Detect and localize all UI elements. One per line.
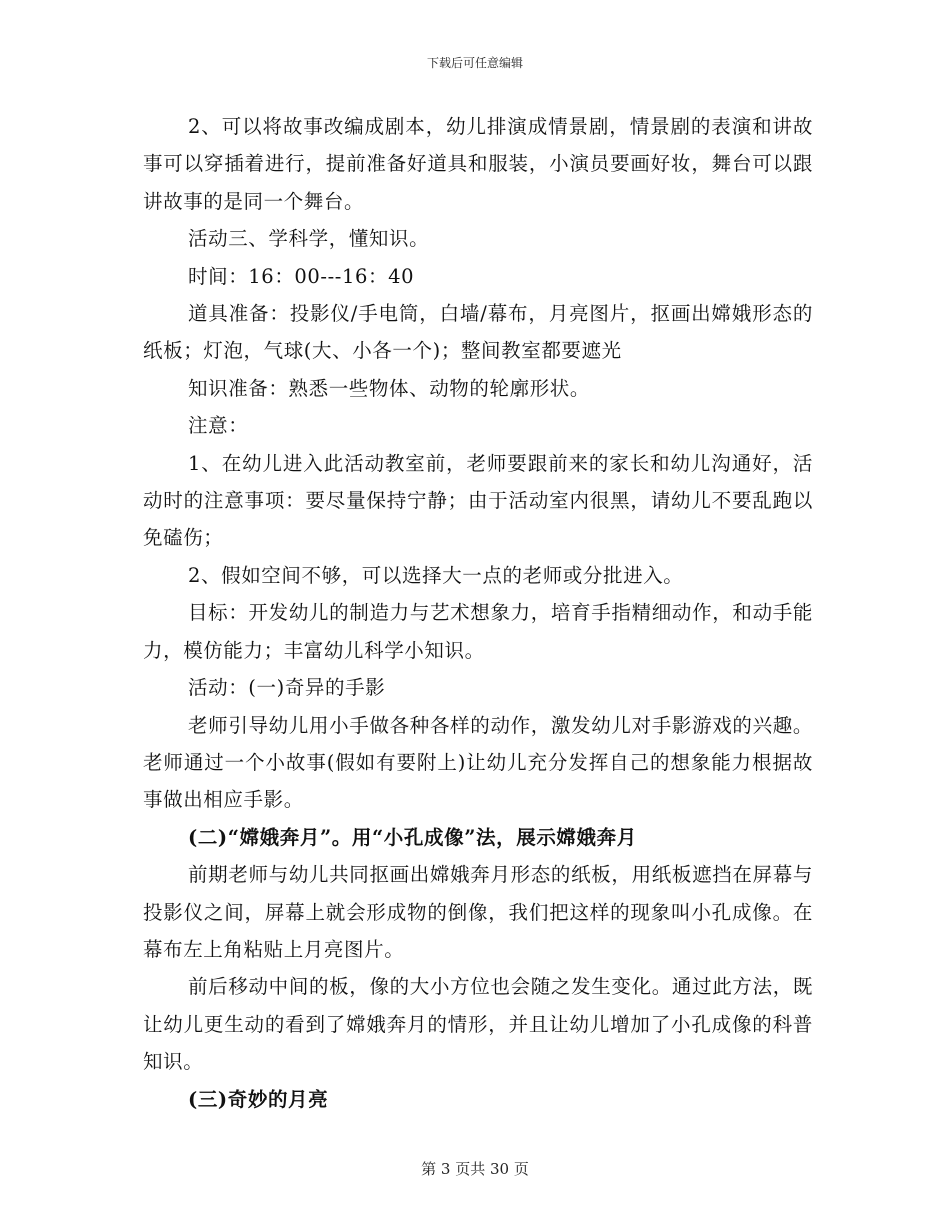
heading-wonderful-moon: (三)奇妙的月亮 bbox=[188, 1087, 329, 1111]
paragraph-pinhole-effect: 前后移动中间的板，像的大小方位也会随之发生变化。通过此方法，既让幼儿更生动的看到了嫦娥奔月的情形，并且让幼儿增加了小孔成像的科普知识。 bbox=[143, 975, 813, 1074]
page-footer: 第 3 页共 30 页 bbox=[421, 1160, 529, 1178]
paragraph-hand-shadow-desc: 老师引导幼儿用小手做各种各样的动作，激发幼儿对手影游戏的兴趣。老师通过一个小故事(假如有要附上)让幼儿充分发挥自己的想象能力根据故事做出相应手影。 bbox=[143, 713, 813, 812]
heading-change-flies-to-moon: (二)“嫦娥奔月”。用“小孔成像”法，展示嫦娥奔月 bbox=[188, 825, 637, 849]
paragraph-script-adaptation: 2、可以将故事改编成剧本，幼儿排演成情景剧，情景剧的表演和讲故事可以穿插着进行，提前准备好道具和服装，小演员要画好妆，舞台可以跟讲故事的是同一个舞台。 bbox=[143, 115, 813, 213]
paragraph-activity-three-title: 活动三、学科学，懂知识。 bbox=[188, 227, 430, 251]
page-header: 下载后可任意编辑 bbox=[426, 56, 523, 70]
paragraph-notice-one: 1、在幼儿进入此活动教室前，老师要跟前来的家长和幼儿沟通好，活动时的注意事项：要尽量保持宁静；由于活动室内很黑，请幼儿不要乱跑以免磕伤； bbox=[143, 451, 813, 550]
paragraph-goal: 目标：开发幼儿的制造力与艺术想象力，培育手指精细动作，和动手能力，模仿能力；丰富幼儿科学小知识。 bbox=[143, 601, 813, 662]
paragraph-props: 道具准备：投影仪/手电筒，白墙/幕布，月亮图片，抠画出嫦娥形态的纸板；灯泡，气球(大、小各一个)；整间教室都要遮光 bbox=[143, 302, 813, 363]
paragraph-knowledge-prep: 知识准备：熟悉一些物体、动物的轮廓形状。 bbox=[188, 376, 591, 400]
paragraph-pinhole-desc: 前期老师与幼儿共同抠画出嫦娥奔月形态的纸板，用纸板遮挡在屏幕与投影仪之间，屏幕上就会形成物的倒像，我们把这样的现象叫小孔成像。在幕布左上角粘贴上月亮图片。 bbox=[143, 863, 813, 961]
paragraph-activity-hand-shadow: 活动：(一)奇异的手影 bbox=[188, 676, 386, 700]
document-body bbox=[143, 108, 813, 1118]
paragraph-time: 时间：16：00---16：40 bbox=[188, 264, 415, 288]
paragraph-notice-two: 2、假如空间不够，可以选择大一点的老师或分批进入。 bbox=[188, 563, 684, 587]
paragraph-notice-label: 注意： bbox=[188, 414, 249, 438]
